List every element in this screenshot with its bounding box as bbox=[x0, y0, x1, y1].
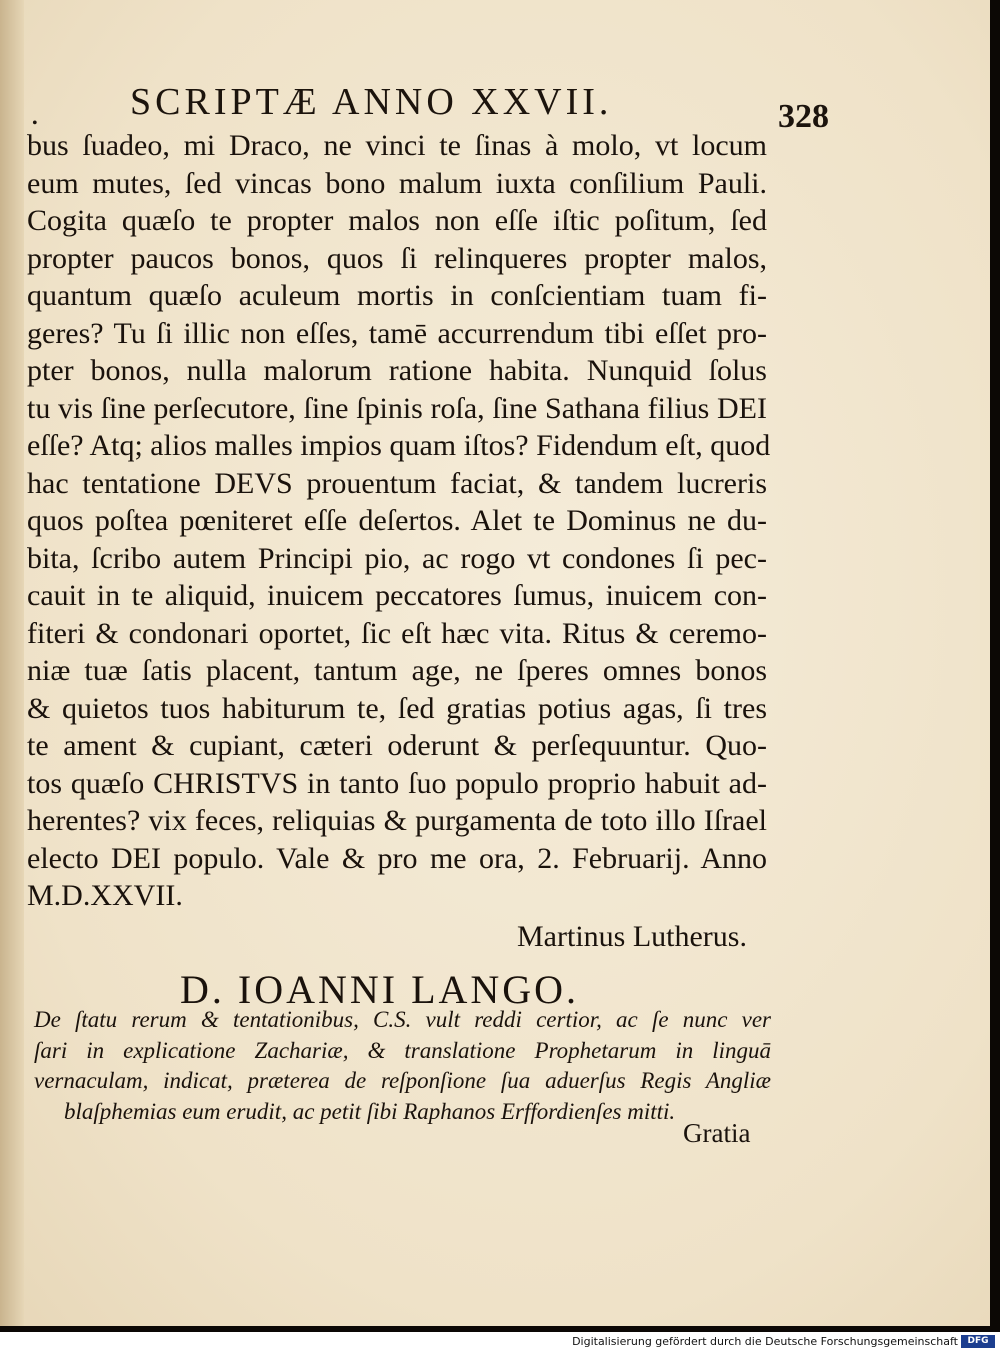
running-title: SCRIPTÆ ANNO XXVII. bbox=[130, 81, 613, 123]
summary-line: De ſtatu rerum & tentationibus, C.S. vult reddi certior, ac ſe nunc ver bbox=[34, 1007, 771, 1032]
text-line: & quietos tuos habiturum te, ſed gratias potius agas, ſi tres bbox=[27, 691, 767, 725]
margin-mark: • bbox=[32, 115, 38, 132]
letter-heading: D. IOANNI LANGO. bbox=[180, 967, 580, 1012]
text-line: te ament & cupiant, cæteri oderunt & perſequuntur. Quo- bbox=[27, 729, 767, 762]
text-line: niæ tuæ ſatis placent, tantum age, ne ſperes omnes bonos bbox=[27, 654, 767, 687]
text-line: tu vis ſine perſecutore, ſine ſpinis roſa, ſine Sathana filius DEI bbox=[27, 391, 767, 425]
text-line: electo DEI populo. Vale & pro me ora, 2. Februarij. Anno bbox=[27, 841, 767, 875]
text-line: quos poſtea pœniteret eſſe deſertos. Alet te Dominus ne du- bbox=[27, 504, 767, 537]
text-line: geres? Tu ſi illic non eſſes, tamē accurrendum tibi eſſet pro- bbox=[27, 316, 767, 350]
dfg-logo-icon: DFG bbox=[961, 1335, 995, 1348]
text-line: fiteri & condonari oportet, ſic eſt hæc vita. Ritus & ceremo- bbox=[27, 616, 767, 650]
text-line: Cogita quæſo te propter malos non eſſe iſtic poſitum, ſed bbox=[27, 204, 767, 237]
funding-credit: Digitalisierung gefördert durch die Deutsche Forschungsgemeinschaft bbox=[572, 1335, 958, 1348]
gutter-shadow bbox=[0, 0, 24, 1326]
text-line: herentes? vix feces, reliquias & purgamenta de toto illo Iſrael bbox=[27, 804, 767, 837]
letter-body bbox=[27, 127, 771, 915]
footer-bar bbox=[0, 1332, 1000, 1352]
letter-summary bbox=[34, 1005, 771, 1127]
text-line: bita, ſcribo autem Principi pio, ac rogo vt condones ſi pec- bbox=[27, 541, 767, 575]
text-line: bus ſuadeo, mi Draco, ne vinci te ſinas à molo, vt locum bbox=[27, 129, 767, 162]
text-line: M.D.XXVII. bbox=[27, 879, 183, 912]
catchword: Gratia bbox=[683, 1118, 751, 1148]
signature: Martinus Lutherus. bbox=[517, 920, 747, 953]
text-line: pter bonos, nulla malorum ratione habita. Nunquid ſolus bbox=[27, 354, 767, 387]
summary-line: blaſphemias eum erudit, ac petit ſibi Raphanos Erffordienſes mitti. bbox=[64, 1098, 676, 1124]
text-line: hac tentatione DEVS prouentum faciat, & tandem lucreris bbox=[27, 466, 767, 500]
text-line: eſſe? Atq; alios malles impios quam iſtos? Fidendum eſt, quod bbox=[27, 429, 771, 462]
text-line: cauit in te aliquid, inuicem peccatores ſumus, inuicem con- bbox=[27, 579, 767, 612]
summary-line: vernaculam, indicat, præterea de reſponſione ſua aduerſus Regis Angliæ bbox=[34, 1068, 771, 1093]
page-number: 328 bbox=[778, 98, 829, 135]
text-line: quantum quæſo aculeum mortis in conſcientiam tuam fi- bbox=[27, 279, 767, 312]
text-line: eum mutes, ſed vincas bono malum iuxta conſilium Pauli. bbox=[27, 166, 767, 200]
text-line: propter paucos bonos, quos ſi relinqueres propter malos, bbox=[27, 241, 767, 275]
summary-line: ſari in explicatione Zachariæ, & translatione Prophetarum in linguā bbox=[34, 1037, 771, 1063]
text-line: tos quæſo CHRISTVS in tanto ſuo populo proprio habuit ad- bbox=[27, 766, 767, 800]
